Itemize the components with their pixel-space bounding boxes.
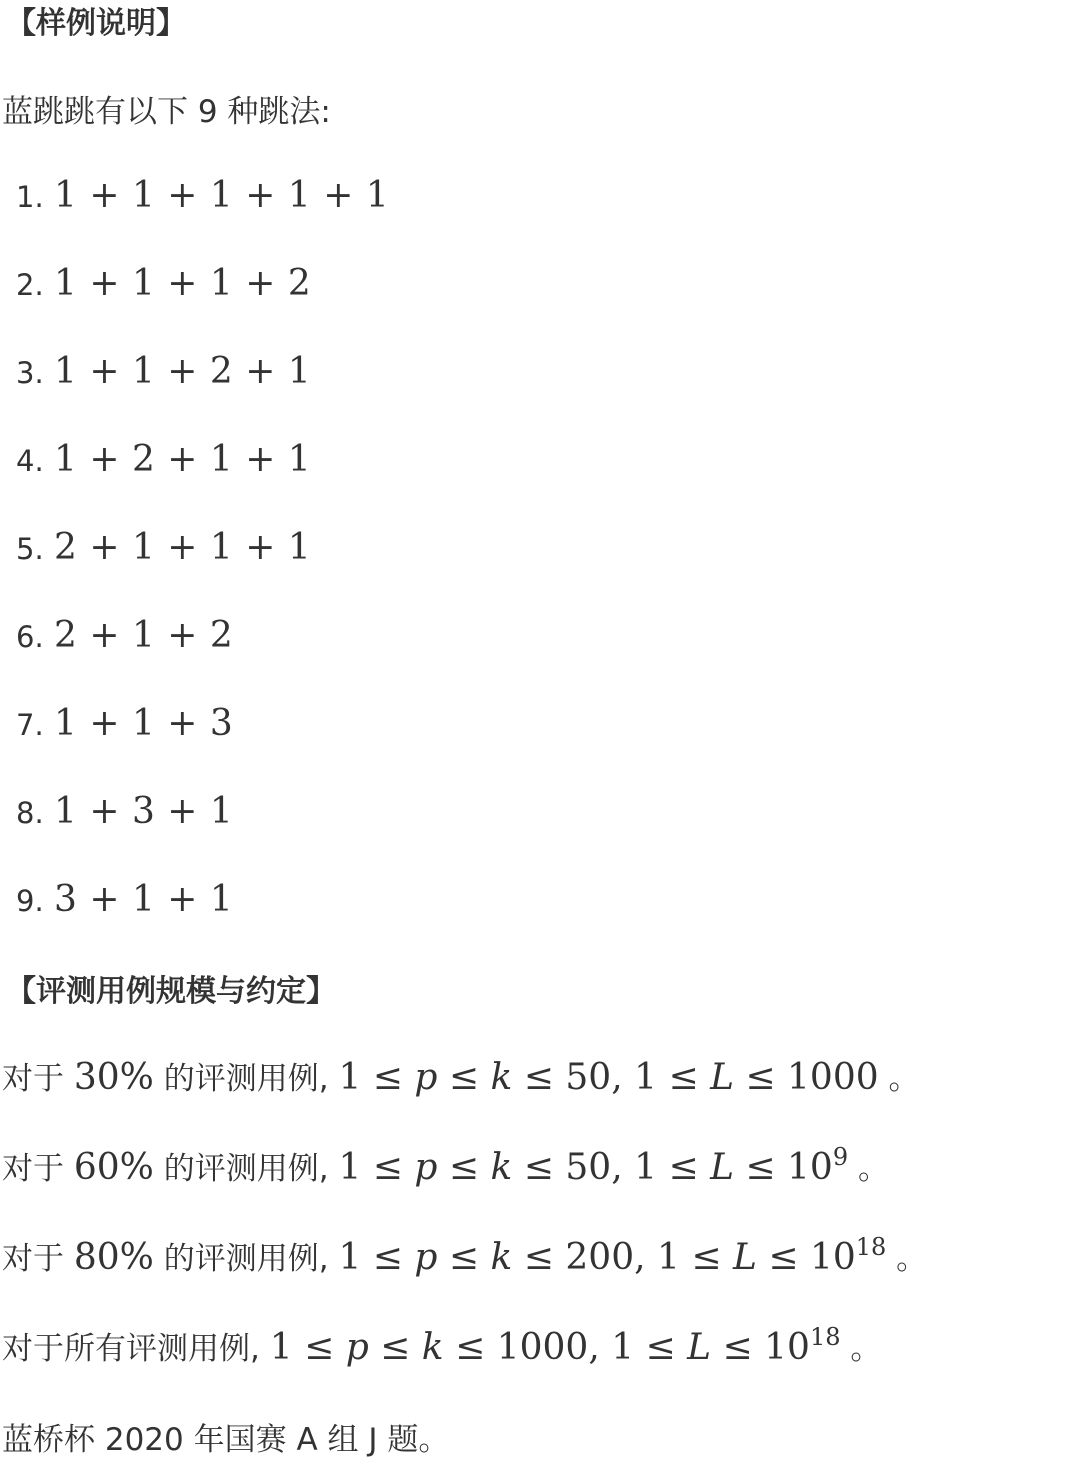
constraint-mid: 的评测用例, [153, 1061, 339, 1097]
constraint-percent: 80% [73, 1237, 154, 1278]
constraint-line [2, 1233, 928, 1281]
constraint-prefix: 对于 [2, 1061, 74, 1097]
constraint-suffix: 。 [886, 1241, 928, 1277]
constraint-math: 1 ≤ p ≤ k ≤ 1000, $1 \le L \le 10^{18}$ [269, 1323, 841, 1368]
constraint-suffix: 。 [848, 1151, 889, 1187]
list-item-expression: 1 + 1 + 1 + 2 [54, 263, 312, 304]
L-limit-base: 1000 [787, 1057, 879, 1098]
constraint-line [2, 1323, 882, 1371]
sample-intro-text: 蓝跳跳有以下 9 种跳法: [2, 94, 331, 130]
list-item-number: 3. [16, 356, 44, 390]
constraint-math: 1 ≤ p ≤ k ≤ 50, $1 \le L \le 10^9$ [338, 1143, 849, 1188]
list-item-expression: 3 + 1 + 1 [54, 879, 234, 920]
list-item [16, 526, 311, 571]
list-item-number: 7. [16, 708, 44, 742]
list-item-expression: 1 + 1 + 1 + 1 + 1 [54, 175, 390, 216]
list-item-expression: 1 + 3 + 1 [54, 791, 234, 832]
constraint-mid: 的评测用例, [153, 1241, 339, 1277]
L-limit-exponent: 9 [832, 1143, 849, 1171]
L-limit-exponent: 18 [855, 1233, 887, 1261]
k-limit: 50 [565, 1147, 612, 1188]
constraint-percent: 60% [73, 1147, 154, 1188]
list-item-expression: 2 + 1 + 2 [54, 615, 234, 656]
constraint-prefix: 对于 [2, 1241, 74, 1277]
constraint-line [2, 1143, 889, 1191]
source-note: 蓝桥杯 2020 年国赛 A 组 J 题。 [2, 1422, 450, 1458]
list-item-number: 8. [16, 796, 44, 830]
list-item-expression: 1 + 2 + 1 + 1 [54, 439, 312, 480]
list-item-expression: 1 + 1 + 3 [54, 703, 234, 744]
list-item [16, 878, 233, 923]
L-limit-base: 10 [764, 1327, 810, 1368]
L-limit-exponent: 18 [809, 1323, 841, 1351]
list-item-number: 2. [16, 268, 44, 302]
constraint-prefix: 对于 [2, 1151, 74, 1187]
constraint-math: 1 ≤ p ≤ k ≤ 50, 1 ≤ L ≤ 1000 [338, 1057, 879, 1098]
list-item-number: 1. [16, 180, 44, 214]
list-item-number: 4. [16, 444, 44, 478]
test-scale-heading: 【评测用例规模与约定】 [6, 974, 336, 1009]
constraint-mid: 的评测用例, [153, 1151, 339, 1187]
constraint-percent: 30% [73, 1057, 154, 1098]
constraint-suffix: 。 [878, 1061, 920, 1097]
k-limit: 1000 [496, 1327, 589, 1368]
list-item [16, 614, 233, 659]
list-item-number: 6. [16, 620, 44, 654]
list-item [16, 350, 311, 395]
list-item [16, 262, 311, 307]
list-item-number: 5. [16, 532, 44, 566]
constraint-line [2, 1056, 920, 1101]
list-item-expression: 1 + 1 + 2 + 1 [54, 351, 312, 392]
constraint-suffix: 。 [840, 1331, 882, 1367]
list-item [16, 174, 389, 219]
list-item [16, 438, 311, 483]
L-limit-base: 10 [787, 1147, 833, 1188]
list-item [16, 790, 233, 835]
sample-explanation-heading: 【样例说明】 [6, 6, 186, 41]
k-limit: 200 [565, 1237, 635, 1278]
L-limit-base: 10 [809, 1237, 856, 1278]
constraint-prefix: 对于所有评测用例, [2, 1331, 270, 1367]
k-limit: 50 [565, 1057, 612, 1098]
list-item-number: 9. [16, 884, 44, 918]
list-item-expression: 2 + 1 + 1 + 1 [54, 527, 312, 568]
constraint-math: 1 ≤ p ≤ k ≤ 200, $1 \le L \le 10^{18}$ [338, 1233, 887, 1278]
list-item [16, 702, 233, 747]
